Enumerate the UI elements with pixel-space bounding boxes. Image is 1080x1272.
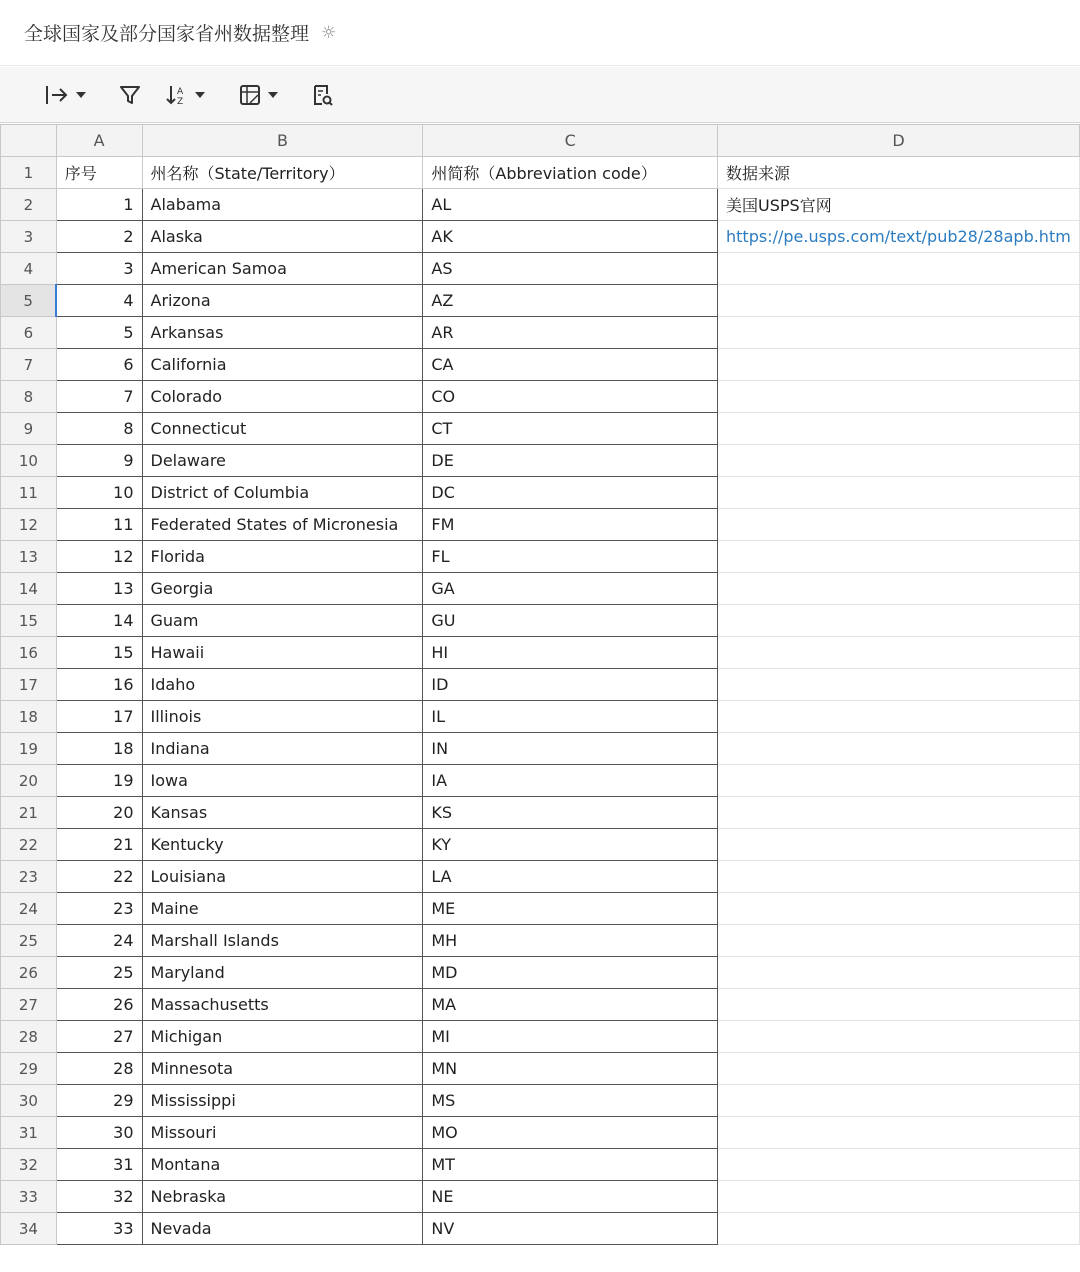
cell[interactable]: 28 — [56, 1053, 142, 1085]
row-header[interactable]: 14 — [1, 573, 57, 605]
table-row — [1, 637, 1080, 669]
cell[interactable] — [718, 477, 1080, 509]
cell[interactable] — [718, 381, 1080, 413]
table-row — [1, 733, 1080, 765]
cell[interactable]: Colorado — [142, 381, 423, 413]
table-row — [1, 1149, 1080, 1181]
cell[interactable]: DE — [423, 445, 718, 477]
table-row — [1, 285, 1080, 317]
cell[interactable]: GA — [423, 573, 718, 605]
row-header[interactable]: 26 — [1, 957, 57, 989]
cell[interactable] — [718, 573, 1080, 605]
cell[interactable] — [718, 253, 1080, 285]
cell[interactable]: 18 — [56, 733, 142, 765]
cell[interactable]: Louisiana — [142, 861, 423, 893]
table-row — [1, 477, 1080, 509]
table-row — [1, 445, 1080, 477]
table-row — [1, 1053, 1080, 1085]
row-header[interactable]: 28 — [1, 1021, 57, 1053]
table-row — [1, 861, 1080, 893]
cell[interactable] — [718, 861, 1080, 893]
cell[interactable]: 7 — [56, 381, 142, 413]
cell[interactable]: ID — [423, 669, 718, 701]
cell[interactable]: Kansas — [142, 797, 423, 829]
document-title[interactable]: 全球国家及部分国家省州数据整理 — [24, 23, 310, 45]
cell[interactable]: 9 — [56, 445, 142, 477]
cell[interactable]: Nebraska — [142, 1181, 423, 1213]
table-row — [1, 509, 1080, 541]
cell[interactable]: 23 — [56, 893, 142, 925]
cell[interactable]: Arkansas — [142, 317, 423, 349]
cell[interactable]: AS — [423, 253, 718, 285]
cell[interactable] — [718, 1053, 1080, 1085]
cell[interactable]: 25 — [56, 957, 142, 989]
table-row — [1, 829, 1080, 861]
cell[interactable] — [718, 893, 1080, 925]
row-header[interactable]: 25 — [1, 925, 57, 957]
cell[interactable]: 20 — [56, 797, 142, 829]
cell[interactable]: Missouri — [142, 1117, 423, 1149]
cell[interactable]: FM — [423, 509, 718, 541]
cell[interactable]: Maryland — [142, 957, 423, 989]
title-bar — [0, 0, 1080, 66]
cell[interactable]: Minnesota — [142, 1053, 423, 1085]
cell[interactable]: Alabama — [142, 189, 423, 221]
cell[interactable] — [718, 509, 1080, 541]
cell[interactable]: Idaho — [142, 669, 423, 701]
cell[interactable]: 2 — [56, 221, 142, 253]
row-header[interactable]: 6 — [1, 317, 57, 349]
cell[interactable] — [718, 445, 1080, 477]
cell[interactable]: Illinois — [142, 701, 423, 733]
freeze-icon — [44, 83, 70, 107]
cell[interactable]: 5 — [56, 317, 142, 349]
cell[interactable] — [718, 957, 1080, 989]
cell[interactable]: 州简称（Abbreviation code） — [423, 157, 718, 189]
cell[interactable]: Massachusetts — [142, 989, 423, 1021]
row-header[interactable]: 4 — [1, 253, 57, 285]
cell[interactable]: Kentucky — [142, 829, 423, 861]
cell[interactable] — [718, 541, 1080, 573]
cell[interactable]: Arizona — [142, 285, 423, 317]
sort-icon — [165, 83, 189, 107]
cell[interactable]: 6 — [56, 349, 142, 381]
cell[interactable]: 8 — [56, 413, 142, 445]
cell[interactable]: LA — [423, 861, 718, 893]
row-header[interactable]: 20 — [1, 765, 57, 797]
cell[interactable]: 29 — [56, 1085, 142, 1117]
cell[interactable]: 13 — [56, 573, 142, 605]
cell[interactable]: MO — [423, 1117, 718, 1149]
column-header-d[interactable]: D — [718, 125, 1080, 157]
cell[interactable]: Maine — [142, 893, 423, 925]
table-row — [1, 317, 1080, 349]
cell[interactable]: 序号 — [56, 157, 142, 189]
search-icon — [310, 83, 334, 107]
cell[interactable] — [718, 797, 1080, 829]
cell[interactable]: DC — [423, 477, 718, 509]
cell[interactable]: Marshall Islands — [142, 925, 423, 957]
cell[interactable]: Alaska — [142, 221, 423, 253]
cell[interactable]: HI — [423, 637, 718, 669]
filter-button[interactable] — [118, 81, 142, 109]
toolbar — [0, 67, 1080, 123]
row-header[interactable]: 17 — [1, 669, 57, 701]
table-row — [1, 573, 1080, 605]
row-header[interactable]: 3 — [1, 221, 57, 253]
table-row — [1, 253, 1080, 285]
cell[interactable]: Delaware — [142, 445, 423, 477]
svg-text:A: A — [177, 87, 184, 97]
cell[interactable]: 美国USPS官网 — [718, 189, 1080, 221]
row-header[interactable]: 31 — [1, 1117, 57, 1149]
cell[interactable]: 26 — [56, 989, 142, 1021]
cell[interactable]: MD — [423, 957, 718, 989]
cell[interactable]: 4 — [56, 285, 142, 317]
cell[interactable]: MN — [423, 1053, 718, 1085]
cell-style-button[interactable] — [238, 81, 278, 109]
row-header[interactable]: 18 — [1, 701, 57, 733]
row-header[interactable]: 27 — [1, 989, 57, 1021]
cell[interactable]: 14 — [56, 605, 142, 637]
cell[interactable] — [718, 1117, 1080, 1149]
cell[interactable]: Georgia — [142, 573, 423, 605]
cell[interactable] — [718, 765, 1080, 797]
sort-button[interactable] — [165, 81, 205, 109]
table-row — [1, 989, 1080, 1021]
row-header[interactable]: 7 — [1, 349, 57, 381]
cell[interactable]: 31 — [56, 1149, 142, 1181]
row-header[interactable]: 2 — [1, 189, 57, 221]
cell[interactable]: Iowa — [142, 765, 423, 797]
column-header-a[interactable]: A — [56, 125, 142, 157]
cell[interactable]: 1 — [56, 189, 142, 221]
table-row — [1, 605, 1080, 637]
table-row — [1, 1021, 1080, 1053]
table-row — [1, 413, 1080, 445]
cell[interactable]: Michigan — [142, 1021, 423, 1053]
cell[interactable]: GU — [423, 605, 718, 637]
table-row — [1, 765, 1080, 797]
cell[interactable]: 17 — [56, 701, 142, 733]
cell[interactable]: MI — [423, 1021, 718, 1053]
cell[interactable]: IL — [423, 701, 718, 733]
cell[interactable] — [718, 349, 1080, 381]
cell[interactable]: 15 — [56, 637, 142, 669]
table-row — [1, 701, 1080, 733]
cell[interactable] — [718, 1149, 1080, 1181]
cell[interactable]: 3 — [56, 253, 142, 285]
cell[interactable]: MT — [423, 1149, 718, 1181]
cell[interactable] — [718, 605, 1080, 637]
table-row — [1, 1181, 1080, 1213]
cell[interactable]: KY — [423, 829, 718, 861]
cell[interactable]: FL — [423, 541, 718, 573]
cell[interactable] — [718, 925, 1080, 957]
cell[interactable]: KS — [423, 797, 718, 829]
cell[interactable] — [718, 669, 1080, 701]
cell[interactable] — [718, 733, 1080, 765]
cell[interactable]: 33 — [56, 1213, 142, 1245]
cell[interactable] — [718, 989, 1080, 1021]
cell[interactable] — [718, 1021, 1080, 1053]
cell[interactable]: District of Columbia — [142, 477, 423, 509]
cell[interactable]: 27 — [56, 1021, 142, 1053]
cell[interactable]: MA — [423, 989, 718, 1021]
svg-text:Z: Z — [177, 97, 184, 107]
cell[interactable]: CO — [423, 381, 718, 413]
row-header[interactable]: 33 — [1, 1181, 57, 1213]
sync-icon[interactable]: ☼ — [321, 22, 337, 43]
cell[interactable]: NE — [423, 1181, 718, 1213]
cell[interactable]: Nevada — [142, 1213, 423, 1245]
cell[interactable] — [718, 1181, 1080, 1213]
cell[interactable]: 州名称（State/Territory） — [142, 157, 423, 189]
cell[interactable]: IA — [423, 765, 718, 797]
cell[interactable]: Federated States of Micronesia — [142, 509, 423, 541]
cell[interactable]: 19 — [56, 765, 142, 797]
source-link[interactable]: https://pe.usps.com/text/pub28/28apb.htm — [718, 221, 1080, 253]
row-header[interactable]: 16 — [1, 637, 57, 669]
row-header[interactable]: 5 — [1, 285, 57, 317]
table-row — [1, 189, 1080, 221]
cell[interactable]: CA — [423, 349, 718, 381]
cell[interactable]: 30 — [56, 1117, 142, 1149]
row-header[interactable]: 32 — [1, 1149, 57, 1181]
cell[interactable] — [718, 829, 1080, 861]
table-row — [1, 1117, 1080, 1149]
cell[interactable]: Indiana — [142, 733, 423, 765]
cell[interactable]: 24 — [56, 925, 142, 957]
cell[interactable]: 32 — [56, 1181, 142, 1213]
row-header[interactable]: 19 — [1, 733, 57, 765]
select-all-corner[interactable] — [1, 125, 57, 157]
column-header-row — [1, 125, 1080, 157]
column-header-b[interactable]: B — [142, 125, 423, 157]
cell[interactable]: 16 — [56, 669, 142, 701]
column-header-c[interactable]: C — [423, 125, 718, 157]
row-header[interactable]: 10 — [1, 445, 57, 477]
cell[interactable]: AZ — [423, 285, 718, 317]
cell[interactable]: Mississippi — [142, 1085, 423, 1117]
find-button[interactable] — [310, 81, 334, 109]
cell[interactable]: Montana — [142, 1149, 423, 1181]
cell[interactable] — [718, 637, 1080, 669]
cell[interactable]: Guam — [142, 605, 423, 637]
row-header[interactable]: 13 — [1, 541, 57, 573]
chevron-down-icon — [268, 92, 278, 98]
cell[interactable]: American Samoa — [142, 253, 423, 285]
freeze-button[interactable] — [44, 81, 86, 109]
row-header[interactable]: 11 — [1, 477, 57, 509]
cell[interactable]: 数据来源 — [718, 157, 1080, 189]
row-header[interactable]: 21 — [1, 797, 57, 829]
spreadsheet-grid — [0, 124, 1080, 1245]
cell[interactable] — [718, 701, 1080, 733]
row-header[interactable]: 1 — [1, 157, 57, 189]
row-header[interactable]: 29 — [1, 1053, 57, 1085]
row-header[interactable]: 12 — [1, 509, 57, 541]
row-header[interactable]: 8 — [1, 381, 57, 413]
chevron-down-icon — [76, 92, 86, 98]
cell[interactable]: California — [142, 349, 423, 381]
cell[interactable]: AK — [423, 221, 718, 253]
table-row — [1, 1213, 1080, 1245]
cell[interactable]: 22 — [56, 861, 142, 893]
cell[interactable]: AR — [423, 317, 718, 349]
row-header[interactable]: 24 — [1, 893, 57, 925]
filter-icon — [118, 83, 142, 107]
chevron-down-icon — [195, 92, 205, 98]
table-row — [1, 349, 1080, 381]
row-header[interactable]: 30 — [1, 1085, 57, 1117]
table-row — [1, 381, 1080, 413]
table-row — [1, 925, 1080, 957]
table-row — [1, 797, 1080, 829]
cell[interactable]: MS — [423, 1085, 718, 1117]
cell[interactable]: AL — [423, 189, 718, 221]
row-header[interactable]: 23 — [1, 861, 57, 893]
cell[interactable]: ME — [423, 893, 718, 925]
cell[interactable]: MH — [423, 925, 718, 957]
cell[interactable]: Florida — [142, 541, 423, 573]
row-header[interactable]: 9 — [1, 413, 57, 445]
cell[interactable] — [718, 413, 1080, 445]
cell-style-icon — [238, 83, 262, 107]
cell[interactable]: 11 — [56, 509, 142, 541]
cell[interactable] — [718, 1085, 1080, 1117]
table-row — [1, 893, 1080, 925]
cell[interactable] — [718, 285, 1080, 317]
cell[interactable]: 10 — [56, 477, 142, 509]
cell[interactable]: 12 — [56, 541, 142, 573]
cell[interactable]: NV — [423, 1213, 718, 1245]
table-row — [1, 1085, 1080, 1117]
cell[interactable] — [718, 1213, 1080, 1245]
row-header[interactable]: 34 — [1, 1213, 57, 1245]
cell[interactable]: Connecticut — [142, 413, 423, 445]
table-row — [1, 669, 1080, 701]
cell[interactable] — [718, 317, 1080, 349]
table-row — [1, 221, 1080, 253]
cell[interactable]: Hawaii — [142, 637, 423, 669]
cell[interactable]: CT — [423, 413, 718, 445]
table-row — [1, 957, 1080, 989]
table-row — [1, 541, 1080, 573]
row-header[interactable]: 22 — [1, 829, 57, 861]
cell[interactable]: IN — [423, 733, 718, 765]
cell[interactable]: 21 — [56, 829, 142, 861]
row-header[interactable]: 15 — [1, 605, 57, 637]
table-row — [1, 157, 1080, 189]
